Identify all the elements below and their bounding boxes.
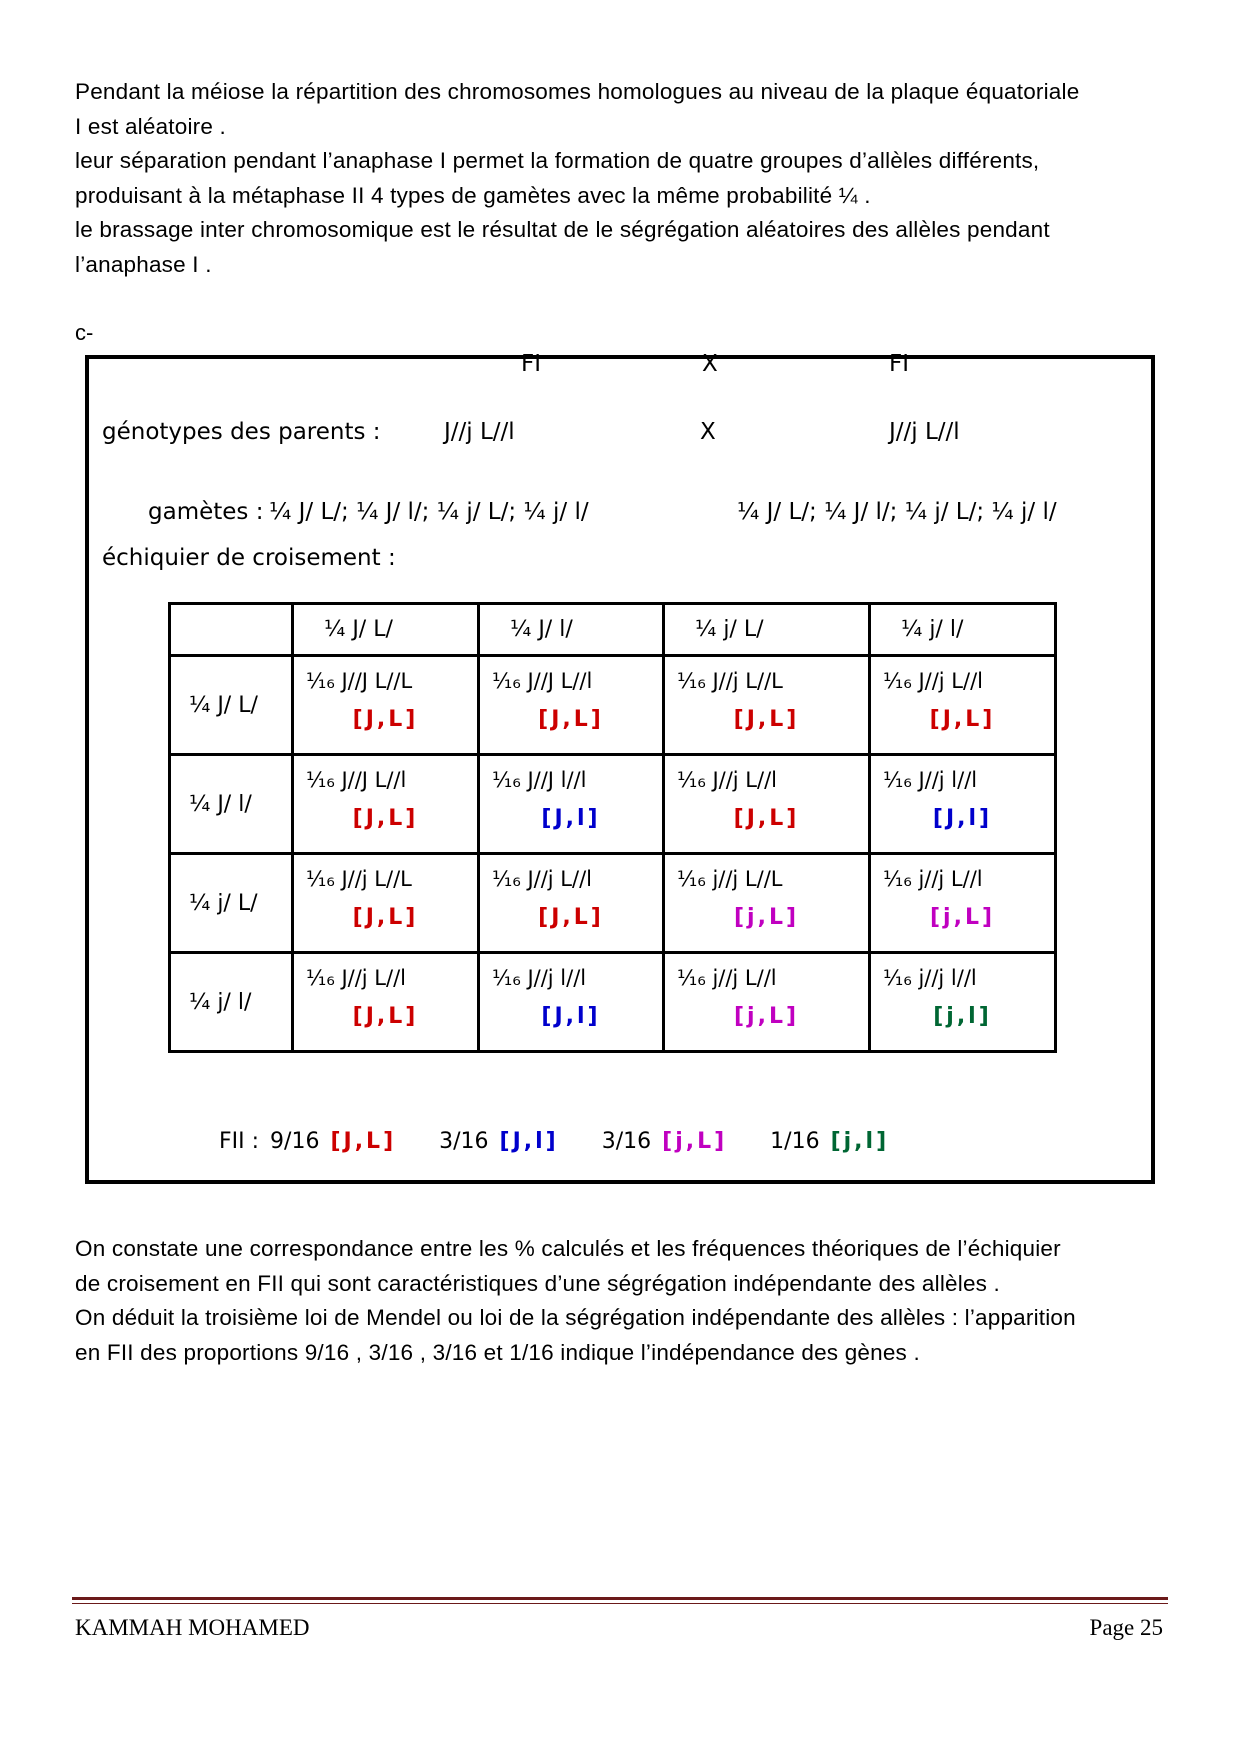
column-header: ¼ j/ L/ (664, 604, 870, 656)
fii-phenotype: [j,l] (830, 1129, 890, 1154)
cell-phenotype: [J,L] (352, 1004, 419, 1029)
genotype-right: J//j L//l (889, 419, 960, 445)
punnett-cell (479, 953, 664, 1052)
conclusion-line: en FII des proportions 9/16 , 3/16 , 3/16 et 1/16 indique l’indépendance des gènes . (75, 1339, 920, 1365)
cell-genotype: ¹⁄₁₆ J//J L//l (492, 669, 593, 693)
punnett-cell (664, 854, 870, 953)
row-header: ¼ j/ l/ (170, 953, 293, 1052)
cell-genotype: ¹⁄₁₆ J//j L//l (306, 966, 406, 990)
punnett-cell (293, 755, 479, 854)
cell-genotype: ¹⁄₁₆ J//J l//l (492, 768, 587, 792)
checkerboard-label: échiquier de croisement : (102, 545, 396, 571)
cell-genotype: ¹⁄₁₆ J//j l//l (492, 966, 587, 990)
punnett-corner (170, 604, 293, 656)
cell-phenotype: [j,L] (733, 905, 800, 930)
cell-genotype: ¹⁄₁₆ J//J L//l (306, 768, 407, 792)
cell-phenotype: [J,l] (932, 806, 993, 831)
punnett-cell (664, 656, 870, 755)
punnett-cell (664, 755, 870, 854)
fii-fraction: 9/16 (270, 1129, 320, 1154)
punnett-cell (293, 854, 479, 953)
cell-genotype: ¹⁄₁₆ J//j L//l (492, 867, 592, 891)
section-label: c- (75, 320, 94, 345)
cell-phenotype: [j,l] (933, 1004, 992, 1029)
cell-phenotype: [j,L] (733, 1004, 800, 1029)
punnett-cell (870, 755, 1056, 854)
intro-line: leur séparation pendant l’anaphase I permet la formation de quatre groupes d’allèles différents, (75, 148, 1040, 173)
cross-symbol-2: X (700, 419, 716, 445)
gametes-left: ¼ J/ L/; ¼ J/ l/; ¼ j/ L/; ¼ j/ l/ (269, 499, 589, 525)
cell-genotype: ¹⁄₁₆ J//J L//L (306, 669, 413, 693)
fii-phenotype: [J,l] (499, 1129, 559, 1154)
intro-line: I est aléatoire . (75, 113, 226, 139)
cell-genotype: ¹⁄₁₆ J//j L//l (883, 669, 983, 693)
punnett-cell (479, 854, 664, 953)
cell-phenotype: [J,L] (538, 707, 604, 732)
row-header: ¼ J/ l/ (170, 755, 293, 854)
intro-paragraph (75, 75, 1175, 282)
fii-fraction: 3/16 (601, 1129, 652, 1154)
column-header: ¼ J/ L/ (293, 604, 479, 656)
genotypes-label: génotypes des parents : (102, 419, 381, 445)
parent-left-label: FI (521, 351, 542, 377)
column-header: ¼ J/ l/ (479, 604, 664, 656)
punnett-cell (479, 755, 664, 854)
cell-genotype: ¹⁄₁₆ J//j L//L (306, 867, 412, 891)
footer-page-number: Page 25 (1089, 1615, 1163, 1640)
column-header: ¼ j/ l/ (870, 604, 1056, 656)
gametes-label: gamètes : (148, 499, 264, 525)
fii-label: FII : (219, 1129, 260, 1154)
conclusion-line: On constate une correspondance entre les % calculés et les fréquences théoriques de l’échiquier (75, 1236, 1061, 1261)
footer-divider-thin (72, 1603, 1168, 1604)
cross-figure (85, 351, 1155, 1184)
cell-genotype: ¹⁄₁₆ j//j l//l (883, 966, 977, 990)
punnett-square (168, 602, 1057, 1053)
cell-genotype: ¹⁄₁₆ J//j l//l (883, 768, 978, 792)
punnett-cell (870, 656, 1056, 755)
cell-phenotype: [J,L] (733, 707, 800, 732)
cell-phenotype: [J,L] (929, 707, 996, 732)
cell-genotype: ¹⁄₁₆ j//j L//l (883, 867, 983, 891)
cell-phenotype: [J,L] (352, 905, 419, 930)
cross-symbol: X (702, 351, 718, 377)
row-header: ¼ j/ L/ (170, 854, 293, 953)
fii-fraction: 1/16 (770, 1129, 820, 1154)
parent-right-label: FI (889, 351, 910, 377)
conclusion-line: On déduit la troisième loi de Mendel ou loi de la ségrégation indépendante des allèles : l’apparition (75, 1305, 1076, 1330)
punnett-cell (293, 656, 479, 755)
cell-genotype: ¹⁄₁₆ J//j L//l (677, 768, 777, 792)
conclusion-line: de croisement en FII qui sont caractéristiques d’une ségrégation indépendante des allèles . (75, 1270, 1001, 1296)
intro-line: l’anaphase I . (75, 251, 212, 277)
cell-genotype: ¹⁄₁₆ j//j L//L (677, 867, 783, 891)
cell-phenotype: [J,l] (541, 806, 601, 831)
cell-phenotype: [J,l] (541, 1004, 601, 1029)
row-header: ¼ J/ L/ (170, 656, 293, 755)
punnett-cell (870, 854, 1056, 953)
intro-line: Pendant la méiose la répartition des chromosomes homologues au niveau de la plaque équatoriale (75, 79, 1080, 104)
punnett-cell (479, 656, 664, 755)
cell-phenotype: [J,L] (352, 806, 419, 831)
genotype-left: J//j L//l (444, 419, 515, 445)
gametes-right: ¼ J/ L/; ¼ J/ l/; ¼ j/ L/; ¼ j/ l/ (737, 499, 1057, 525)
cell-phenotype: [J,L] (733, 806, 800, 831)
cell-genotype: ¹⁄₁₆ J//j L//L (677, 669, 783, 693)
fii-phenotype: [J,L] (330, 1129, 397, 1154)
fii-phenotype: [j,L] (662, 1129, 728, 1154)
conclusion-paragraph (75, 1232, 1175, 1370)
intro-line: produisant à la métaphase II 4 types de gamètes avec la même probabilité ¼ . (75, 182, 871, 208)
fii-fraction: 3/16 (439, 1129, 489, 1154)
cell-genotype: ¹⁄₁₆ j//j L//l (677, 966, 777, 990)
footer-author: KAMMAH MOHAMED (75, 1615, 310, 1640)
cell-phenotype: [J,L] (538, 905, 604, 930)
punnett-cell (664, 953, 870, 1052)
fii-results (219, 1129, 925, 1154)
cell-phenotype: [j,L] (929, 905, 996, 930)
intro-line: le brassage inter chromosomique est le résultat de le ségrégation aléatoires des allèles pendant (75, 217, 1050, 242)
footer-divider (72, 1597, 1168, 1600)
punnett-cell (870, 953, 1056, 1052)
cell-phenotype: [J,L] (352, 707, 419, 732)
punnett-cell (293, 953, 479, 1052)
